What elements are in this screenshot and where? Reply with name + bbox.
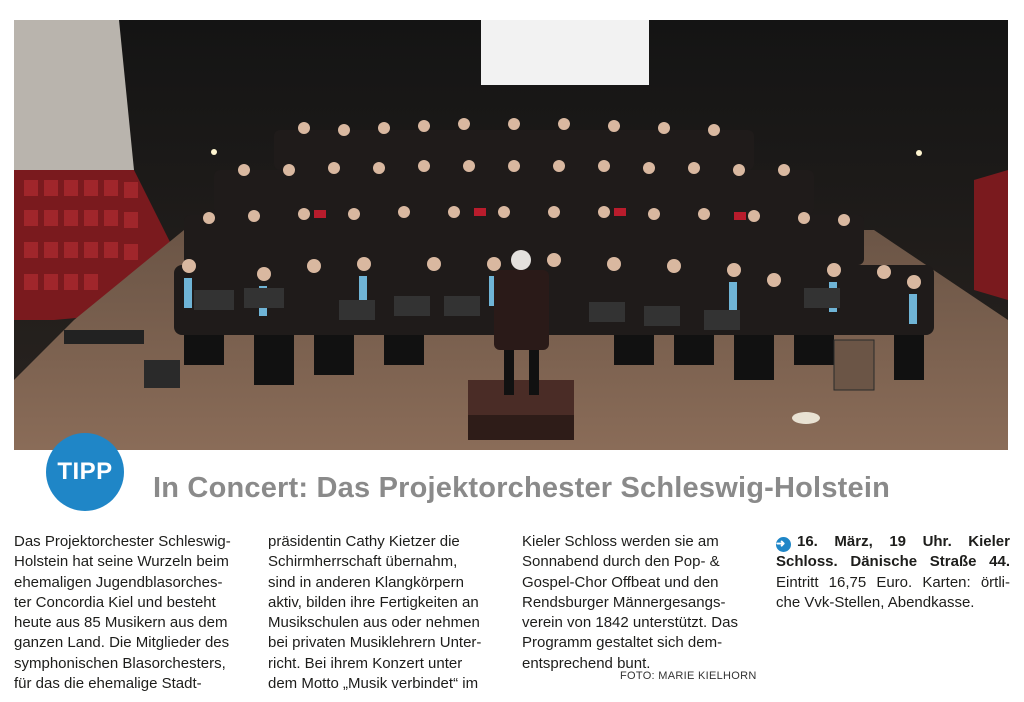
text-line: verein von 1842 unterstützt. Das	[522, 614, 738, 632]
article-column-3	[522, 532, 750, 674]
text-line: ter Concordia Kiel und besteht	[14, 593, 216, 611]
event-info	[776, 532, 1010, 613]
event-location: Schloss. Dänische Straße 44.	[776, 553, 1010, 571]
text-line: Holstein hat seine Wurzeln beim	[14, 553, 229, 571]
article-headline: In Concert: Das Projektorchester Schleswig-Holstein	[153, 472, 890, 504]
tipp-badge: TIPP	[46, 433, 124, 511]
text-line: bei privaten Musiklehrern Unter-	[268, 634, 482, 652]
text-line: Das Projektorchester Schleswig-	[14, 533, 231, 550]
text-line: entsprechend bunt.	[522, 654, 651, 672]
text-line: symphonischen Blasorchesters,	[14, 654, 226, 672]
orchestra-illustration	[14, 20, 1008, 450]
event-date-line	[776, 532, 1010, 552]
text-line: dem Motto „Musik verbindet“ im	[268, 675, 479, 693]
text-line: ehemaligen Jugendblasorches-	[14, 573, 223, 591]
text-line: aktiv, bilden ihre Fertigkeiten an	[268, 593, 479, 611]
text-line: für das die ehemalige Stadt-	[14, 675, 202, 693]
text-line: präsidentin Cathy Kietzer die	[268, 533, 460, 550]
text-line: Schirmherrschaft übernahm,	[268, 553, 458, 571]
text-line: Programm gestaltet sich dem-	[522, 634, 723, 652]
text-line: sind in anderen Klangkörpern	[268, 573, 464, 591]
text-line: richt. Bei ihrem Konzert unter	[268, 654, 463, 672]
text-line: heute aus 85 Musikern aus dem	[14, 614, 228, 632]
text-line: Sonnabend durch den Pop- &	[522, 553, 720, 571]
article-column-2	[268, 532, 496, 694]
event-date-text: 16. März, 19 Uhr. Kieler	[797, 533, 1010, 550]
text-line: Kieler Schloss werden sie am	[522, 533, 719, 550]
photo-credit: FOTO: MARIE KIELHORN	[620, 670, 757, 682]
concert-photo	[14, 20, 1008, 450]
hall-wall	[14, 20, 134, 170]
text-line: Gospel-Chor Offbeat und den	[522, 573, 719, 591]
text-line: Musikschulen aus oder nehmen	[268, 614, 480, 632]
text-line: ganzen Land. Die Mitglieder des	[14, 634, 230, 652]
arrow-right-icon: ➜	[776, 537, 791, 552]
projection-screen	[481, 20, 649, 85]
article-column-1	[14, 532, 242, 694]
event-tickets: Eintritt 16,75 Euro. Karten: örtli-	[776, 573, 1010, 591]
text-line: Rendsburger Männergesangs-	[522, 593, 726, 611]
event-tickets-outlets: che Vvk-Stellen, Abendkasse.	[776, 593, 975, 611]
